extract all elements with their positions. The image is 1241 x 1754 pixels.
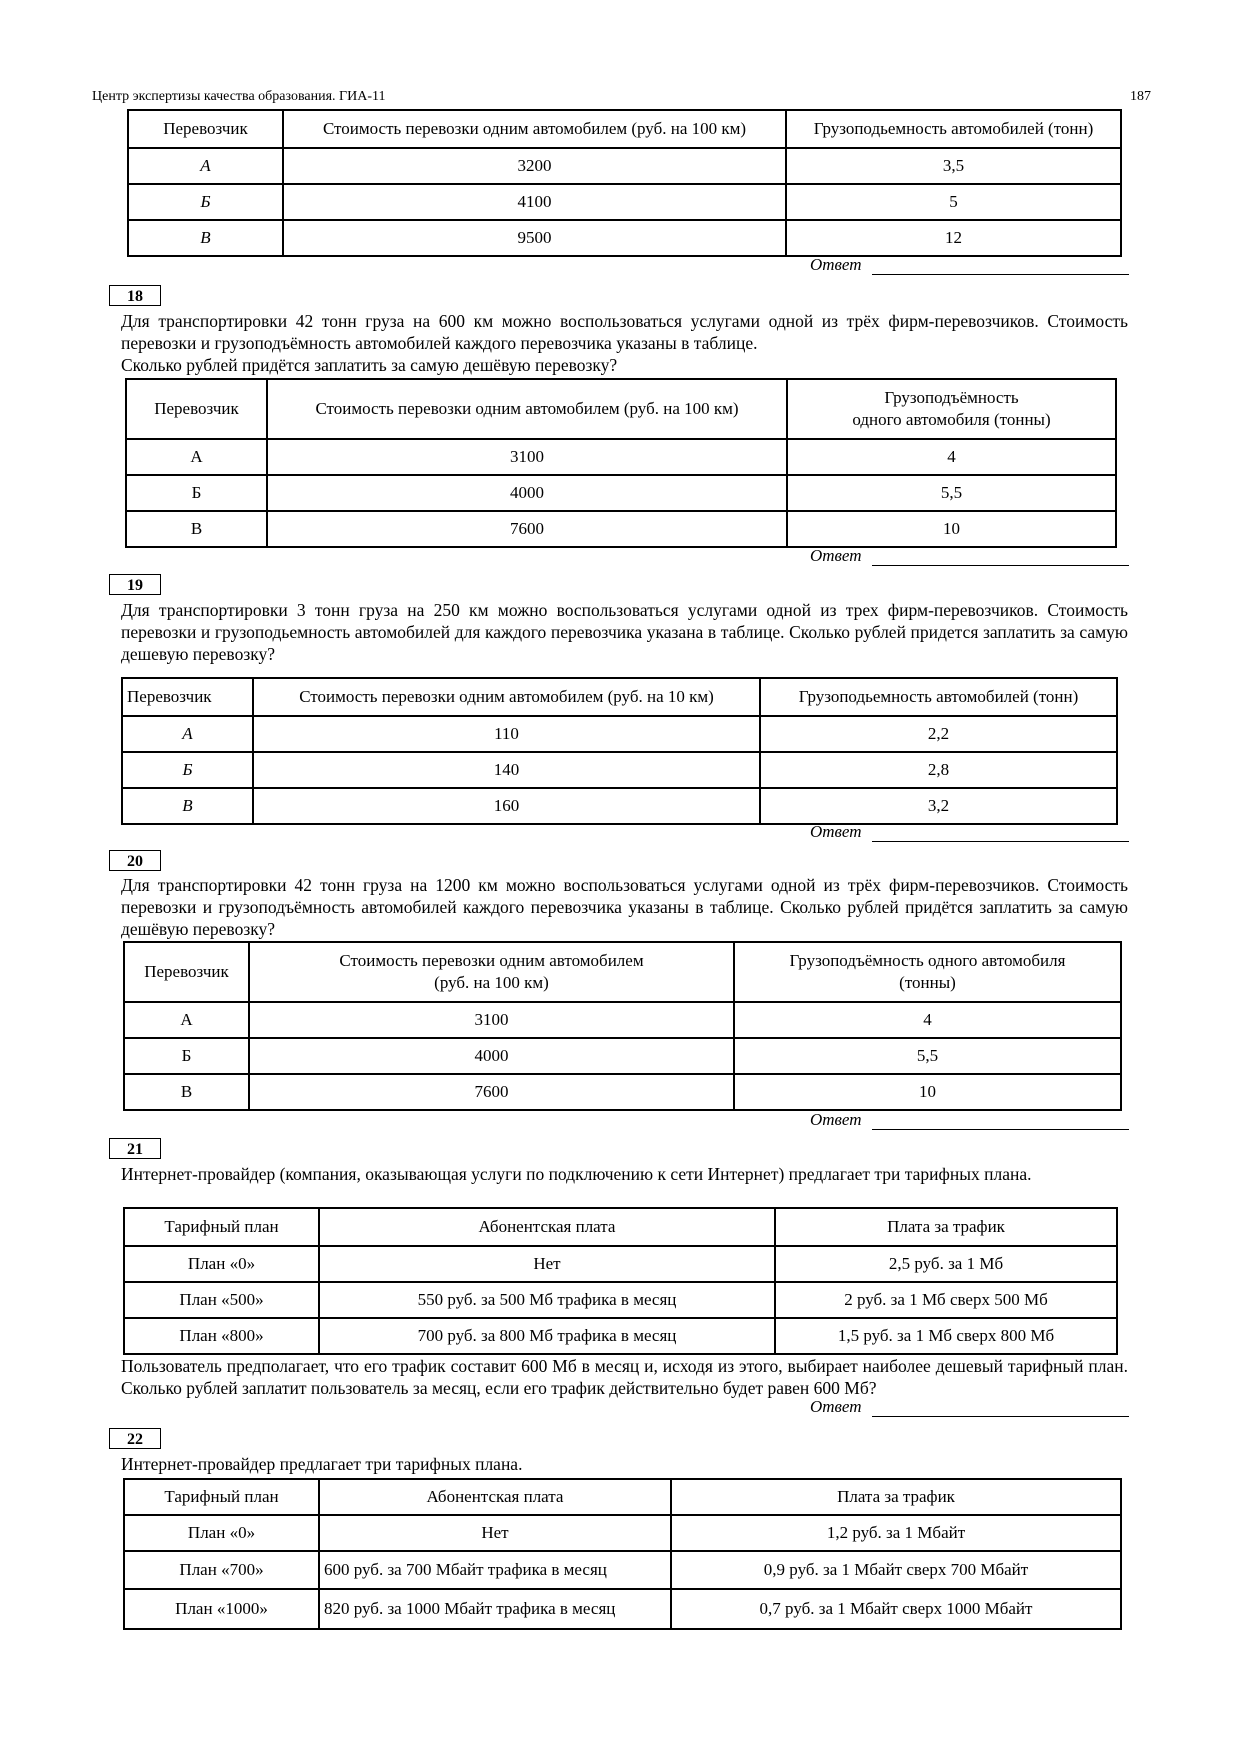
table-cell: 160	[253, 788, 760, 824]
table-cell: В	[122, 788, 253, 824]
task-number: 20	[109, 850, 161, 871]
table-header-cell: Плата за трафик	[671, 1479, 1121, 1515]
answer-line[interactable]	[872, 1416, 1129, 1417]
table-header-cell: Абонентская плата	[319, 1479, 671, 1515]
carrier-table-20	[123, 941, 1122, 1111]
table-cell: А	[122, 716, 253, 752]
table-cell: Б	[126, 475, 267, 511]
table-cell: 110	[253, 716, 760, 752]
table-cell: План «800»	[124, 1318, 319, 1354]
table-header-cell	[734, 942, 1121, 1002]
table-cell: План «0»	[124, 1515, 319, 1551]
header-line: Грузоподъёмность	[884, 388, 1019, 407]
table-cell: 2 руб. за 1 Мб сверх 500 Мб	[775, 1282, 1117, 1318]
table-cell: 12	[786, 220, 1121, 256]
header-line: одного автомобиля (тонны)	[852, 410, 1051, 429]
table-cell: 820 руб. за 1000 Мбайт трафика в месяц	[319, 1589, 671, 1629]
table-cell: 7600	[267, 511, 787, 547]
table-cell: Нет	[319, 1515, 671, 1551]
table-cell: 1,5 руб. за 1 Мб сверх 800 Мб	[775, 1318, 1117, 1354]
table-cell: 2,8	[760, 752, 1117, 788]
table-cell: 10	[734, 1074, 1121, 1110]
table-cell: Б	[128, 184, 283, 220]
table-cell: Б	[122, 752, 253, 788]
table-cell: 600 руб. за 700 Мбайт трафика в месяц	[319, 1551, 671, 1589]
table-header-cell	[787, 379, 1116, 439]
table-header-cell: Стоимость перевозки одним автомобилем (руб. на 10 км)	[253, 678, 760, 716]
task-text: Для транспортировки 3 тонн груза на 250 км можно воспользоваться услугами одной из трех фирм-перевозчиков. Стоимость перевозки и грузоподьемность автомобилей для каждого перевозчика указана в таблице. Сколько рублей придется заплатить за самую дешевую перевозку?	[121, 600, 1128, 664]
table-cell: Б	[124, 1038, 249, 1074]
answer-line[interactable]	[872, 565, 1129, 566]
table-header-cell: Плата за трафик	[775, 1208, 1117, 1246]
carrier-table-17	[127, 109, 1122, 257]
table-header-cell	[249, 942, 734, 1002]
table-cell: 9500	[283, 220, 786, 256]
table-cell: План «500»	[124, 1282, 319, 1318]
header-line: (тонны)	[899, 973, 956, 992]
table-cell: 2,5 руб. за 1 Мб	[775, 1246, 1117, 1282]
table-header-cell: Тарифный план	[124, 1208, 319, 1246]
table-header-cell: Перевозчик	[124, 942, 249, 1002]
table-cell: 3,5	[786, 148, 1121, 184]
table-cell: 5,5	[787, 475, 1116, 511]
table-cell: 5	[786, 184, 1121, 220]
carrier-table-19	[121, 677, 1118, 825]
answer-label: Ответ	[810, 255, 862, 274]
task-text: Для транспортировки 42 тонн груза на 600 км можно воспользоваться услугами одной из трёх фирм-перевозчиков. Стоимость перевозки и грузоподъёмность автомобилей каждого перевозчика указаны в таблице.	[121, 311, 1128, 353]
table-header-cell: Перевозчик	[122, 678, 253, 716]
table-cell: 550 руб. за 500 Мб трафика в месяц	[319, 1282, 775, 1318]
header-line: Грузоподъёмность одного автомобиля	[789, 951, 1066, 970]
table-cell: 4	[787, 439, 1116, 475]
table-cell: План «1000»	[124, 1589, 319, 1629]
carrier-table-18	[125, 378, 1117, 548]
table-cell: Нет	[319, 1246, 775, 1282]
answer-label: Ответ	[810, 1397, 862, 1416]
task-question: Пользователь предполагает, что его трафик составит 600 Мб в месяц и, исходя из этого, выбирает наиболее дешевый тарифный план. Сколько рублей заплатит пользователь за месяц, если его трафик действительно будет равен 600 Мб?	[121, 1356, 1128, 1398]
task-number: 22	[109, 1428, 161, 1449]
task-number: 21	[109, 1138, 161, 1159]
table-cell: В	[126, 511, 267, 547]
header-line: (руб. на 100 км)	[434, 973, 549, 992]
table-header-cell: Стоимость перевозки одним автомобилем (руб. на 100 км)	[267, 379, 787, 439]
table-cell: А	[128, 148, 283, 184]
table-cell: 3,2	[760, 788, 1117, 824]
table-cell: 0,9 руб. за 1 Мбайт сверх 700 Мбайт	[671, 1551, 1121, 1589]
table-cell: 0,7 руб. за 1 Мбайт сверх 1000 Мбайт	[671, 1589, 1121, 1629]
table-cell: План «700»	[124, 1551, 319, 1589]
table-cell: А	[124, 1002, 249, 1038]
table-header-cell: Грузоподьемность автомобилей (тонн)	[760, 678, 1117, 716]
table-cell: В	[124, 1074, 249, 1110]
page-header-title: Центр экспертизы качества образования. ГИА-11	[92, 89, 386, 104]
table-header-cell: Грузоподьемность автомобилей (тонн)	[786, 110, 1121, 148]
table-header-cell: Перевозчик	[128, 110, 283, 148]
task-number: 19	[109, 574, 161, 595]
table-cell: 10	[787, 511, 1116, 547]
answer-label: Ответ	[810, 1110, 862, 1129]
task-question: Сколько рублей придётся заплатить за самую дешёвую перевозку?	[121, 355, 618, 375]
table-cell: 1,2 руб. за 1 Мбайт	[671, 1515, 1121, 1551]
answer-line[interactable]	[872, 1129, 1129, 1130]
page-number: 187	[1130, 89, 1151, 104]
task-text: Интернет-провайдер (компания, оказывающая услуги по подключению к сети Интернет) предлагает три тарифных плана.	[121, 1164, 1032, 1184]
answer-label: Ответ	[810, 546, 862, 565]
header-line: Стоимость перевозки одним автомобилем	[339, 951, 644, 970]
tariff-table-22	[123, 1478, 1122, 1630]
table-cell: 4000	[267, 475, 787, 511]
table-cell: 7600	[249, 1074, 734, 1110]
table-cell: 3200	[283, 148, 786, 184]
tariff-table-21	[123, 1207, 1118, 1355]
table-header-cell: Тарифный план	[124, 1479, 319, 1515]
table-cell: 140	[253, 752, 760, 788]
table-header-cell: Абонентская плата	[319, 1208, 775, 1246]
table-header-cell: Перевозчик	[126, 379, 267, 439]
answer-line[interactable]	[872, 841, 1129, 842]
table-cell: План «0»	[124, 1246, 319, 1282]
table-cell: 700 руб. за 800 Мб трафика в месяц	[319, 1318, 775, 1354]
task-number: 18	[109, 285, 161, 306]
table-cell: 4100	[283, 184, 786, 220]
table-cell: В	[128, 220, 283, 256]
table-cell: А	[126, 439, 267, 475]
table-cell: 4	[734, 1002, 1121, 1038]
answer-label: Ответ	[810, 822, 862, 841]
table-cell: 4000	[249, 1038, 734, 1074]
table-cell: 3100	[249, 1002, 734, 1038]
answer-line[interactable]	[872, 274, 1129, 275]
table-cell: 2,2	[760, 716, 1117, 752]
table-cell: 5,5	[734, 1038, 1121, 1074]
table-header-cell: Стоимость перевозки одним автомобилем (руб. на 100 км)	[283, 110, 786, 148]
task-text: Для транспортировки 42 тонн груза на 1200 км можно воспользоваться услугами одной из трёх фирм-перевозчиков. Стоимость перевозки и грузоподъёмность автомобилей каждого перевозчика указаны в таблице. Сколько рублей придётся заплатить за самую дешёвую перевозку?	[121, 875, 1128, 939]
table-cell: 3100	[267, 439, 787, 475]
task-text: Интернет-провайдер предлагает три тарифных плана.	[121, 1454, 523, 1474]
